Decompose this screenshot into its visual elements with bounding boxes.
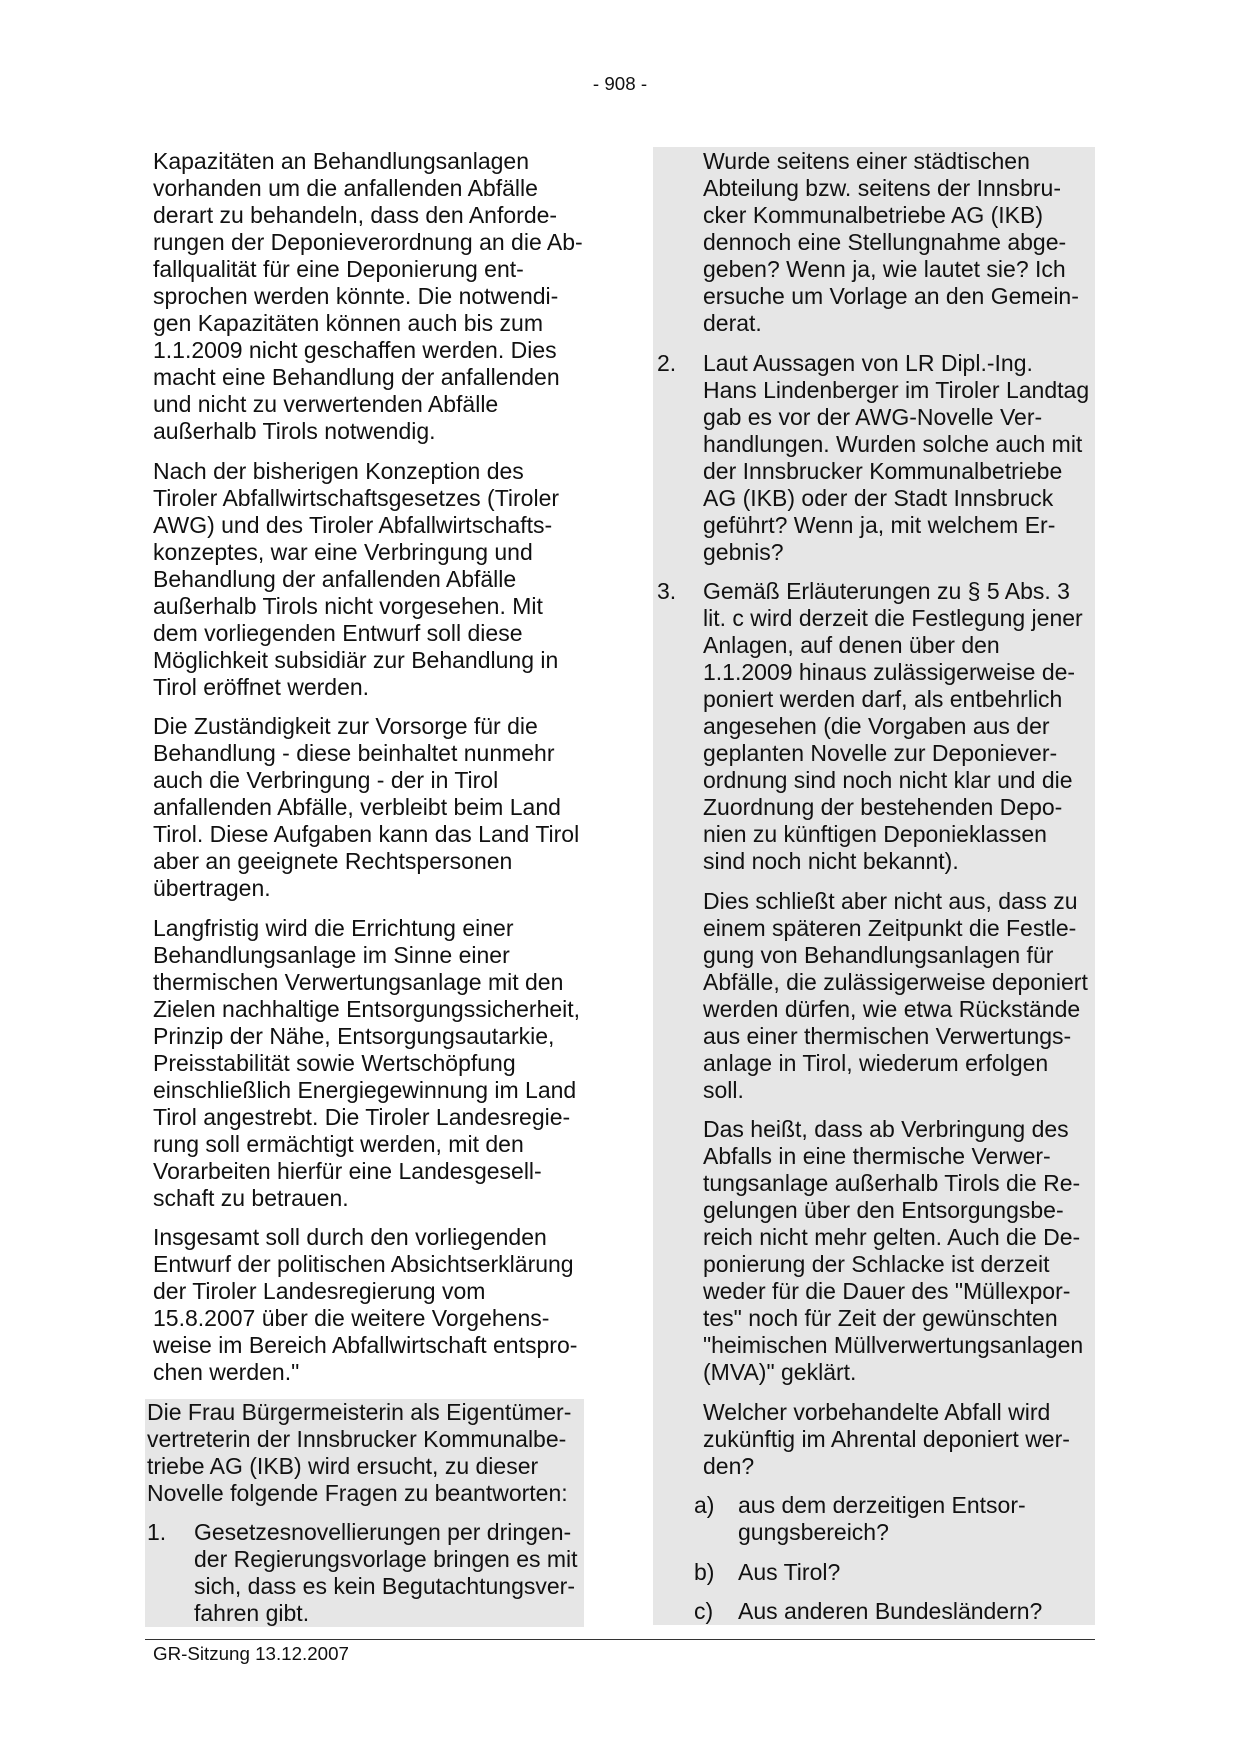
question-text: Gemäß Erläuterungen zu § 5 Abs. 3 lit. c wird derzeit die Festlegung jener Anlagen, auf denen über den 1.1.2009 hinaus zulässigerweise de- poniert werden darf, als entbehrlich angesehen (die Vorgaben aus der geplanten Novelle zur Deponiever- ordnung sind noch nicht klar und die Zuordnung der bestehenden Depo- nien zu künftigen Deponieklassen sind noch nicht bekannt). [703, 578, 1083, 874]
left-column [145, 148, 584, 1627]
body-paragraph: Insgesamt soll durch den vorliegenden Entwurf der politischen Absichtserklärung der Tiroler Landesregierung vom 15.8.2007 über die weitere Vorgehens- weise im Bereich Abfallwirtschaft entspro- chen werden." [153, 1224, 578, 1385]
sub-question-item [653, 1559, 1095, 1586]
request-intro: Die Frau Bürgermeisterin als Eigentümer- vertreterin der Innsbrucker Kommunalbe- triebe AG (IKB) wird ersucht, zu dieser Novelle folgende Fragen zu beantworten: [147, 1398, 572, 1506]
question-item [653, 350, 1095, 566]
sub-question-item [653, 1492, 1095, 1546]
question-paragraph: Dies schließt aber nicht aus, dass zu einem späteren Zeitpunkt die Festle- gung von Behandlungsanlagen für Abfälle, die zulässigerweise deponiert werden dürfen, wie etwa Rückstände aus einer thermischen Verwertungs- anlage in Tirol, wiederum erfolgen soll. [703, 887, 1088, 1103]
sub-question-text: aus dem derzeitigen Entsor- gungsbereich? [738, 1492, 1026, 1545]
sub-question-text: Aus anderen Bundesländern? [738, 1598, 1043, 1624]
body-paragraph: Nach der bisherigen Konzeption des Tiroler Abfallwirtschaftsgesetzes (Tiroler AWG) und des Tiroler Abfallwirtschafts- konzeptes, war eine Verbringung und Behandlung der anfallenden Abfälle außerhalb Tirols nicht vorgesehen. Mit dem vorliegenden Entwurf soll diese Möglichkeit subsidiär zur Behandlung in Tirol eröffnet werden. [153, 457, 560, 700]
right-column-question-box [653, 147, 1095, 1625]
sub-question-text: Aus Tirol? [738, 1558, 841, 1585]
question-item [653, 578, 1095, 875]
question-number: 3. [657, 578, 677, 604]
question-paragraph: Das heißt, dass ab Verbringung des Abfalls in eine thermische Verwer- tungsanlage außerhalb Tirols die Re- gelungen über den Entsorgungsbe- reich nicht mehr gelten. Auch die De- ponierung der Schlacke ist derzeit weder für die Dauer des "Müllexpor- tes" noch für Zeit der gewünschten "heimischen Müllverwertungsanlagen (MVA)" geklärt. [703, 1116, 1084, 1385]
body-paragraph: Die Zuständigkeit zur Vorsorge für die Behandlung - diese beinhaltet nunmehr auch die Verbringung - der in Tirol anfallenden Abfälle, verbleibt beim Land Tirol. Diese Aufgaben kann das Land Tirol aber an geeignete Rechtspersonen übertragen. [153, 713, 580, 901]
body-paragraph: Langfristig wird die Errichtung einer Behandlungsanlage im Sinne einer thermischen Verwertungsanlage mit den Zielen nachhaltige Entsorgungssicherheit, Prinzip der Nähe, Entsorgungsautarkie, Preisstabilität sowie Wertschöpfung einschließlich Energiegewinnung im Land Tirol angestrebt. Die Tiroler Landesregie- rung soll ermächtigt werden, mit den Vorarbeiten hierfür eine Landesgesell- schaft zu betrauen. [153, 914, 581, 1211]
question-text: Laut Aussagen von LR Dipl.-Ing. Hans Lindenberger im Tiroler Landtag gab es vor der AWG-Novelle Ver- handlungen. Wurden solche auch mit der Innsbrucker Kommunalbetriebe AG (IKB) oder der Stadt Innsbruck geführt? Wenn ja, mit welchem Er- gebnis? [703, 349, 1090, 565]
sub-question-label: a) [694, 1492, 715, 1518]
sub-question-label: b) [694, 1558, 715, 1585]
sub-question-label: c) [694, 1598, 714, 1624]
body-paragraph: Kapazitäten an Behandlungsanlagen vorhanden um die anfallenden Abfälle derart zu behandeln, dass den Anforde- rungen der Deponieverordnung an die Ab- fallqualität für eine Deponierung ent- sprochen werden könnte. Die notwendi- gen Kapazitäten können auch bis zum 1.1.2009 nicht geschaffen werden. Dies macht eine Behandlung der anfallenden und nicht zu verwertenden Abfälle außerhalb Tirols notwendig. [153, 148, 583, 444]
question-request-box [145, 1399, 584, 1628]
footer-divider [145, 1639, 1095, 1640]
question-continuation: Wurde seitens einer städtischen Abteilung bzw. seitens der Innsbru- cker Kommunalbetriebe AG (IKB) dennoch eine Stellungnahme abge- geben? Wenn ja, wie lautet sie? Ich ersuche um Vorlage an den Gemein- derat. [703, 148, 1079, 336]
question-number: 1. [147, 1519, 167, 1545]
footer-session-label: GR-Sitzung 13.12.2007 [153, 1643, 349, 1664]
question-text: Gesetzesnovellierungen per dringen- der Regierungsvorlage bringen es mit sich, dass es kein Begutachtungsver- fahren gibt. [194, 1519, 578, 1626]
page-number: - 908 - [592, 73, 648, 94]
question-item [147, 1519, 584, 1627]
question-number: 2. [657, 349, 677, 376]
sub-question-item [653, 1598, 1095, 1625]
question-paragraph: Welcher vorbehandelte Abfall wird zukünftig im Ahrental deponiert wer- den? [703, 1398, 1070, 1479]
